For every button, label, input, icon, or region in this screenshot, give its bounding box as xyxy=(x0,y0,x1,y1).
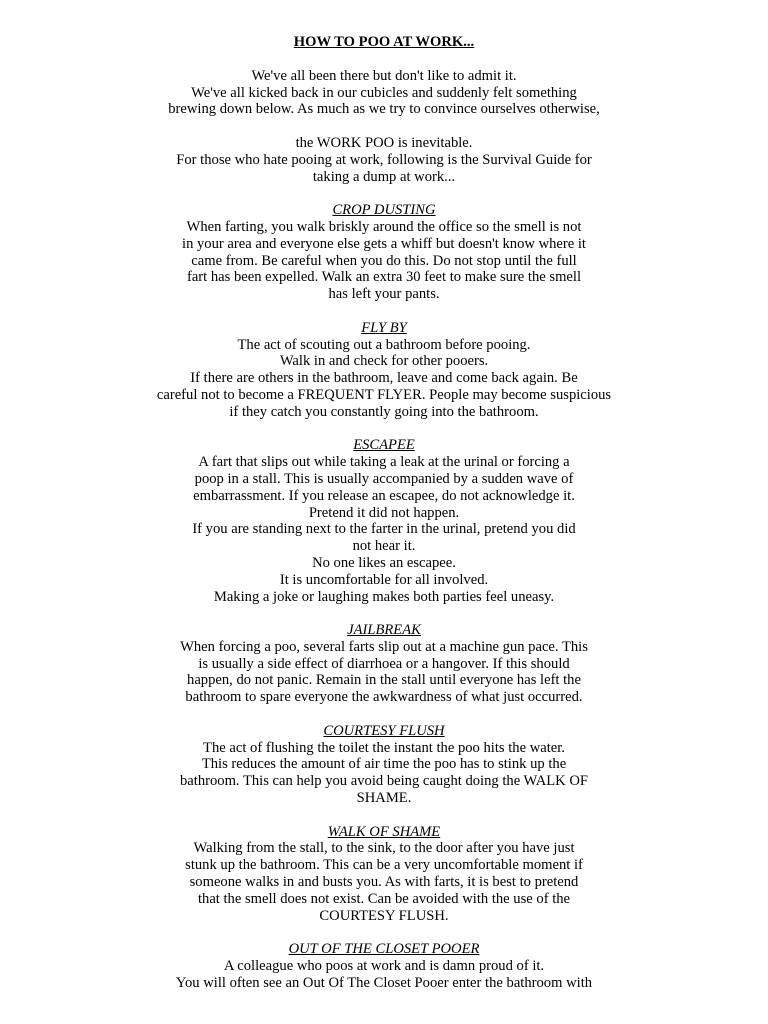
section-heading: WALK OF SHAME xyxy=(327,823,441,840)
document-title: HOW TO POO AT WORK... xyxy=(293,34,475,50)
section-courtesy-flush xyxy=(0,723,768,807)
text-line: Pretend it did not happen. xyxy=(308,504,460,521)
text-line: The act of flushing the toilet the instant the poo hits the water. xyxy=(203,739,565,756)
text-line: bathroom. This can help you avoid being caught doing the WALK OF xyxy=(179,773,589,790)
spacer xyxy=(0,118,768,135)
text-line: You will often see an Out Of The Closet Pooer enter the bathroom with xyxy=(175,974,593,991)
text-line: fart has been expelled. Walk an extra 30 feet to make sure the smell xyxy=(186,269,582,286)
text-line: stunk up the bathroom. This can be a very uncomfortable moment if xyxy=(185,857,583,874)
spacer xyxy=(0,807,768,824)
text-line: SHAME. xyxy=(356,790,412,807)
intro-paragraph-1 xyxy=(0,68,768,118)
text-line: someone walks in and busts you. As with farts, it is best to pretend xyxy=(189,874,579,891)
text-line: We've all kicked back in our cubicles and suddenly felt something xyxy=(191,84,577,101)
text-line: COURTESY FLUSH. xyxy=(319,907,449,924)
spacer xyxy=(0,706,768,723)
spacer xyxy=(0,421,768,438)
spacer xyxy=(0,924,768,941)
text-line: has left your pants. xyxy=(328,286,440,303)
text-line: not hear it. xyxy=(352,538,416,555)
text-line: For those who hate pooing at work, following is the Survival Guide for xyxy=(176,151,592,168)
section-heading: FLY BY xyxy=(361,319,407,336)
section-out-of-the-closet-pooer xyxy=(0,941,768,991)
section-fly-by xyxy=(0,320,768,421)
section-walk-of-shame xyxy=(0,824,768,925)
text-line: if they catch you constantly going into the bathroom. xyxy=(229,403,539,420)
text-line: If you are standing next to the farter in the urinal, pretend you did xyxy=(192,521,576,538)
text-line: The act of scouting out a bathroom before pooing. xyxy=(237,336,531,353)
section-crop-dusting xyxy=(0,202,768,303)
spacer xyxy=(0,185,768,202)
text-line: bathroom to spare everyone the awkwardness of what just occurred. xyxy=(185,689,583,706)
text-line: brewing down below. As much as we try to convince ourselves otherwise, xyxy=(168,101,600,118)
text-line: happen, do not panic. Remain in the stall until everyone has left the xyxy=(187,672,581,689)
text-line: This reduces the amount of air time the poo has to stink up the xyxy=(201,756,567,773)
text-line: Walking from the stall, to the sink, to the door after you have just xyxy=(193,840,575,857)
intro-paragraph-2 xyxy=(0,135,768,185)
text-line: taking a dump at work... xyxy=(312,168,456,185)
text-line: in your area and everyone else gets a whiff but doesn't know where it xyxy=(182,235,586,252)
section-heading: CROP DUSTING xyxy=(332,202,436,219)
spacer xyxy=(0,303,768,320)
section-jailbreak xyxy=(0,622,768,706)
text-line: is usually a side effect of diarrhoea or a hangover. If this should xyxy=(198,655,570,672)
text-line: When farting, you walk briskly around the office so the smell is not xyxy=(186,218,582,235)
text-line: that the smell does not exist. Can be avoided with the use of the xyxy=(197,890,571,907)
spacer xyxy=(0,605,768,622)
text-line: careful not to become a FREQUENT FLYER. People may become suspicious xyxy=(156,386,612,403)
text-line: Making a joke or laughing makes both parties feel uneasy. xyxy=(213,588,555,605)
text-line: If there are others in the bathroom, leave and come back again. Be xyxy=(190,370,578,387)
text-line: A colleague who poos at work and is damn proud of it. xyxy=(223,958,545,975)
section-heading: JAILBREAK xyxy=(347,622,421,639)
text-line: A fart that slips out while taking a leak at the urinal or forcing a xyxy=(198,454,570,471)
text-line: We've all been there but don't like to admit it. xyxy=(251,67,517,84)
section-heading: OUT OF THE CLOSET POOER xyxy=(288,941,480,958)
text-line: It is uncomfortable for all involved. xyxy=(279,571,489,588)
section-heading: COURTESY FLUSH xyxy=(323,722,445,739)
text-line: Walk in and check for other pooers. xyxy=(279,353,489,370)
text-line: came from. Be careful when you do this. Do not stop until the full xyxy=(191,252,577,269)
text-line: the WORK POO is inevitable. xyxy=(295,134,473,151)
text-line: poop in a stall. This is usually accompanied by a sudden wave of xyxy=(194,470,574,487)
text-line: embarrassment. If you release an escapee, do not acknowledge it. xyxy=(193,487,575,504)
section-heading: ESCAPEE xyxy=(353,437,415,454)
section-escapee xyxy=(0,437,768,605)
text-line: When forcing a poo, several farts slip out at a machine gun pace. This xyxy=(180,638,588,655)
text-line: No one likes an escapee. xyxy=(312,554,456,571)
